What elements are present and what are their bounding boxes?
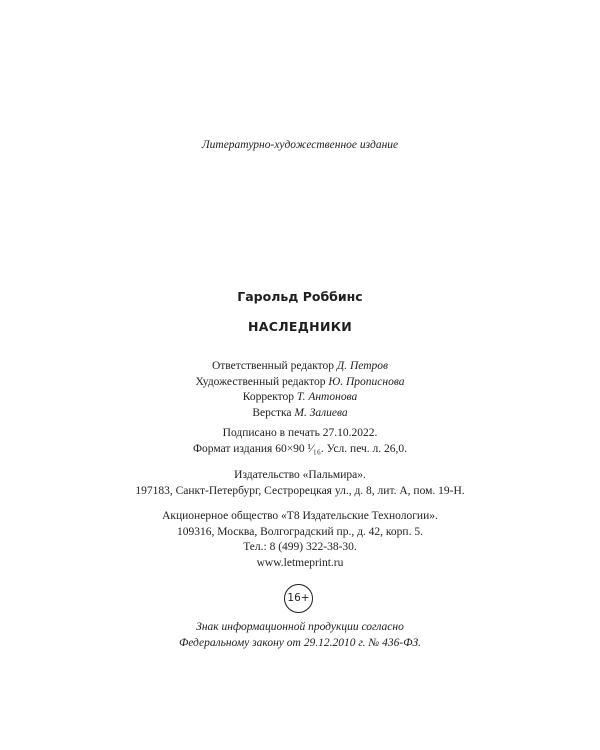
credits-block	[0, 359, 600, 421]
printer-name: Акционерное общество «Т8 Издательские Технологии».	[162, 510, 438, 522]
credit-name: М. Залиева	[294, 406, 348, 419]
genre-label: Литературно-художественное издание	[201, 139, 399, 151]
credit-role: Корректор	[242, 391, 295, 403]
credit-line	[0, 359, 600, 375]
credit-line	[0, 406, 600, 422]
publisher-name: Издательство «Пальмира».	[234, 469, 366, 481]
printer-phone: Тел.: 8 (499) 322-38-30.	[243, 541, 357, 553]
publisher-address: 197183, Санкт-Петербург, Сестрорецкая ул., д. 8, лит. А, пом. 19-Н.	[135, 484, 465, 497]
age-rating-badge: 16+	[284, 584, 313, 613]
credit-line	[0, 375, 600, 391]
printer-block	[0, 509, 600, 571]
author-name: Гарольд Роббинс	[237, 289, 363, 304]
credit-name: Ю. Прописнова	[328, 375, 405, 388]
credit-role: Верстка	[252, 406, 292, 419]
printer-address: 109316, Москва, Волгоградский пр., д. 42, корп. 5.	[177, 525, 423, 538]
printer-website: www.letmeprint.ru	[256, 556, 344, 569]
credit-name: Д. Петров	[336, 360, 389, 372]
print-format: Формат издания 60×90 ¹⁄₁₆. Усл. печ. л. 26,0.	[192, 442, 408, 455]
notice-line: Знак информационной продукции согласно	[196, 621, 404, 633]
print-info-block	[0, 426, 600, 457]
notice-line: Федеральному закону от 29.12.2010 г. № 436-ФЗ.	[178, 636, 422, 649]
info-product-notice	[0, 620, 600, 651]
book-title: НАСЛЕДНИКИ	[248, 319, 352, 334]
credit-role: Ответственный редактор	[211, 360, 335, 372]
credit-role: Художественный редактор	[195, 375, 326, 388]
publisher-block	[0, 468, 600, 499]
credit-name: Т. Антонова	[296, 391, 358, 403]
print-signed-date: Подписано в печать 27.10.2022.	[222, 427, 378, 439]
credit-line	[0, 390, 600, 406]
